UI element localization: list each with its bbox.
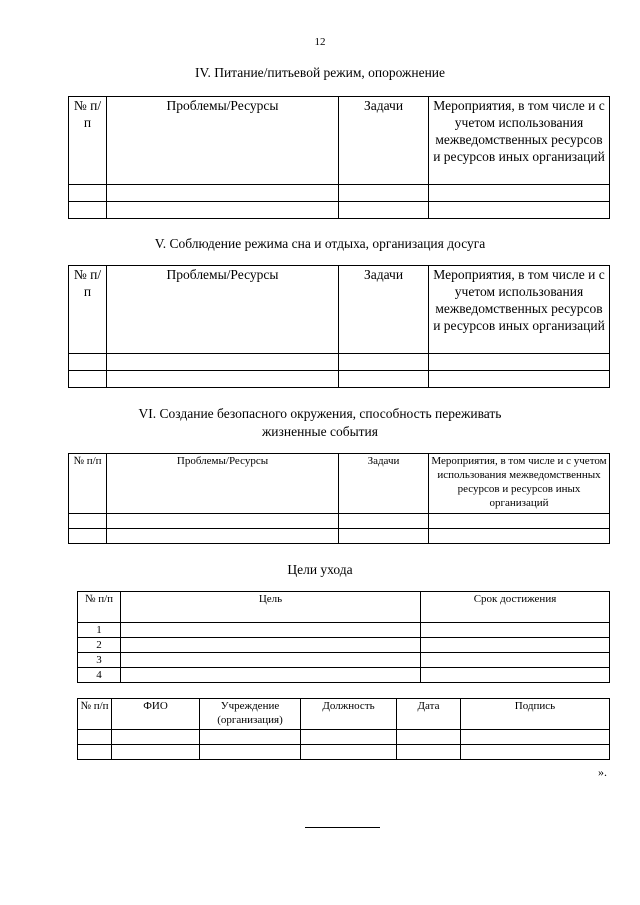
header-deadline: Срок достижения [421, 592, 610, 623]
header-problems: Проблемы/Ресурсы [107, 97, 339, 185]
header-position: Должность [301, 699, 397, 730]
header-date: Дата [397, 699, 461, 730]
row-number: 4 [78, 668, 121, 683]
header-problems: Проблемы/Ресурсы [107, 454, 339, 514]
goals-table [77, 591, 610, 683]
header-tasks: Задачи [339, 266, 429, 354]
section-6-table [68, 453, 610, 544]
header-signature: Подпись [461, 699, 610, 730]
header-measures: Мероприятия, в том числе и с учетом использования межведомственных ресурсов и ресурсов иных организаций [429, 454, 610, 514]
footnote-rule [305, 827, 380, 828]
table-row [69, 514, 610, 529]
header-name: ФИО [112, 699, 200, 730]
header-number: № п/п [69, 454, 107, 514]
header-institution: Учреждение (организация) [200, 699, 301, 730]
header-number: № п/п [69, 266, 107, 354]
table-row [78, 638, 610, 653]
table-row [69, 371, 610, 388]
table-row [69, 185, 610, 202]
header-tasks: Задачи [339, 97, 429, 185]
row-number: 1 [78, 623, 121, 638]
section-6-title-line1: VI. Создание безопасного окружения, способность переживать [138, 406, 502, 421]
header-measures: Мероприятия, в том числе и с учетом использования межведомственных ресурсов и ресурсов иных организаций [429, 97, 610, 185]
table-row [78, 730, 610, 745]
table-row [78, 668, 610, 683]
table-row [78, 745, 610, 760]
header-number: № п/п [78, 592, 121, 623]
row-number: 3 [78, 653, 121, 668]
header-measures: Мероприятия, в том числе и с учетом использования межведомственных ресурсов и ресурсов иных организаций [429, 266, 610, 354]
section-6-title-line2: жизненные события [261, 424, 378, 439]
header-problems: Проблемы/Ресурсы [107, 266, 339, 354]
header-goal: Цель [121, 592, 421, 623]
table-row [69, 529, 610, 544]
page-number: 12 [314, 36, 326, 48]
table-row [69, 354, 610, 371]
goals-title: Цели ухода [287, 562, 353, 577]
header-number: № п/п [69, 97, 107, 185]
closing-quote: ». [598, 765, 607, 779]
header-number: № п/п [78, 699, 112, 730]
section-5-title: V. Соблюдение режима сна и отдыха, организация досуга [154, 236, 486, 251]
table-row [78, 623, 610, 638]
section-4-title: IV. Питание/питьевой режим, опорожнение [194, 65, 446, 80]
table-row [78, 653, 610, 668]
section-4-table [68, 96, 610, 219]
table-row [69, 202, 610, 219]
header-tasks: Задачи [339, 454, 429, 514]
signatures-table [77, 698, 610, 760]
section-5-table [68, 265, 610, 388]
row-number: 2 [78, 638, 121, 653]
